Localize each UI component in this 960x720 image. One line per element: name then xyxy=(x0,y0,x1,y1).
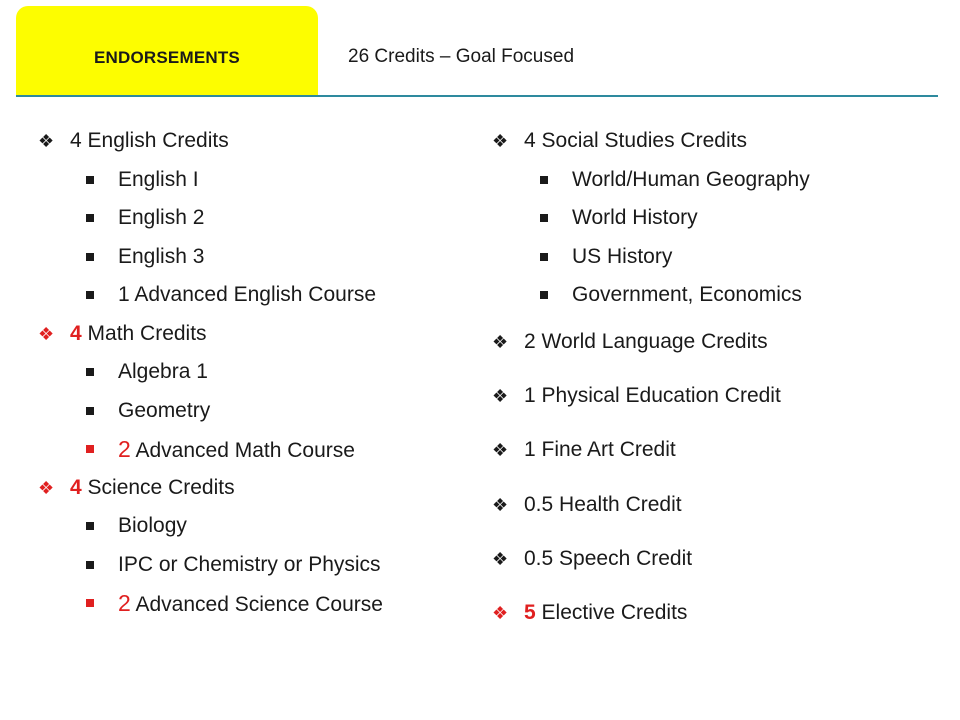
physical-education-credit xyxy=(492,369,932,423)
diamond-bullet-icon: ❖ xyxy=(492,440,509,461)
list-item xyxy=(38,199,458,238)
square-bullet-icon xyxy=(86,214,94,222)
advanced-science-label: Advanced Science Course xyxy=(130,593,383,616)
course-label: Algebra 1 xyxy=(118,360,208,383)
list-item xyxy=(38,353,458,392)
diamond-bullet-icon: ❖ xyxy=(38,477,55,498)
diamond-bullet-icon: ❖ xyxy=(492,331,509,352)
square-bullet-icon xyxy=(540,214,548,222)
course-label: Biology xyxy=(118,514,187,537)
course-label: English I xyxy=(118,167,199,191)
english-credits xyxy=(38,122,458,161)
advanced-math-label: Advanced Math Course xyxy=(130,439,355,462)
diamond-bullet-icon: ❖ xyxy=(492,603,509,624)
course-label: World History xyxy=(572,206,698,229)
square-bullet-icon xyxy=(86,176,94,184)
list-item xyxy=(38,161,458,200)
list-item xyxy=(38,238,458,277)
course-label: US History xyxy=(572,244,673,268)
course-label: Geometry xyxy=(118,398,211,422)
advanced-science-count: 2 xyxy=(118,590,131,616)
science-credit-count: 4 xyxy=(70,475,82,499)
diamond-bullet-icon: ❖ xyxy=(492,131,509,151)
science-credits-label: Science Credits xyxy=(81,475,235,499)
square-bullet-icon xyxy=(86,291,94,299)
course-label: English 2 xyxy=(118,206,205,229)
credit-label: 1 Fine Art Credit xyxy=(524,438,676,462)
square-bullet-icon xyxy=(86,368,94,376)
math-credit-count: 4 xyxy=(70,321,82,345)
list-item xyxy=(38,276,458,315)
list-item xyxy=(492,161,932,200)
course-label: World/Human Geography xyxy=(572,167,810,191)
advanced-math-count: 2 xyxy=(118,436,131,462)
slide-subtitle: 26 Credits – Goal Focused xyxy=(348,46,575,67)
list-item xyxy=(492,199,932,238)
square-bullet-icon xyxy=(86,561,94,569)
square-bullet-icon xyxy=(86,522,94,530)
diamond-bullet-icon: ❖ xyxy=(492,549,509,570)
diamond-bullet-icon: ❖ xyxy=(492,385,509,406)
square-bullet-icon xyxy=(540,176,548,184)
world-language-credits xyxy=(492,315,932,369)
credit-label: 2 World Language Credits xyxy=(524,329,768,353)
math-credits xyxy=(38,315,458,354)
health-credit xyxy=(492,478,932,532)
speech-credit xyxy=(492,532,932,586)
diamond-bullet-icon: ❖ xyxy=(38,323,55,344)
square-bullet-icon xyxy=(86,599,94,607)
square-bullet-icon xyxy=(86,445,94,453)
elective-credits-label: Elective Credits xyxy=(535,601,688,625)
list-item xyxy=(38,430,458,469)
list-item xyxy=(38,546,458,585)
course-label: 1 Advanced English Course xyxy=(118,283,376,306)
english-credits-label: 4 English Credits xyxy=(70,129,229,152)
right-column xyxy=(492,122,932,641)
credit-label: 0.5 Speech Credit xyxy=(524,547,693,571)
square-bullet-icon xyxy=(540,253,548,261)
diamond-bullet-icon: ❖ xyxy=(38,131,55,151)
elective-credits xyxy=(492,586,932,640)
tab-title: ENDORSEMENTS xyxy=(94,48,240,67)
list-item xyxy=(492,238,932,277)
header-tab xyxy=(16,6,318,97)
square-bullet-icon xyxy=(86,407,94,415)
list-item xyxy=(38,584,458,623)
social-studies-label: 4 Social Studies Credits xyxy=(524,129,747,152)
course-label: IPC or Chemistry or Physics xyxy=(118,552,381,576)
diamond-bullet-icon: ❖ xyxy=(492,494,509,515)
social-studies-credits xyxy=(492,122,932,161)
fine-art-credit xyxy=(492,423,932,477)
square-bullet-icon xyxy=(540,291,548,299)
credit-label: 1 Physical Education Credit xyxy=(524,383,781,407)
course-label: Government, Economics xyxy=(572,283,802,306)
header-divider xyxy=(16,95,938,97)
list-item xyxy=(38,507,458,546)
list-item xyxy=(38,392,458,431)
square-bullet-icon xyxy=(86,253,94,261)
course-label: English 3 xyxy=(118,244,205,268)
elective-credit-count: 5 xyxy=(524,601,536,625)
left-column xyxy=(38,122,458,623)
science-credits xyxy=(38,469,458,508)
credit-label: 0.5 Health Credit xyxy=(524,492,682,516)
list-item xyxy=(492,276,932,315)
math-credits-label: Math Credits xyxy=(81,321,207,345)
